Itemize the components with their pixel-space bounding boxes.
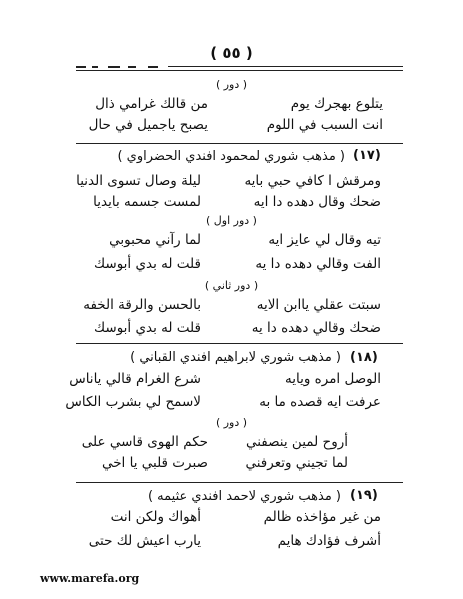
verse-left: ضحك وقال دهده دا ايه: [253, 194, 381, 210]
top-rule-line: [168, 66, 403, 67]
verse-right: لمست جسمه بايديا: [93, 194, 201, 210]
verse-left: ضحك وقالي دهده دا يه: [251, 320, 381, 336]
section-divider: [76, 343, 403, 344]
verse-left: يتلوع بهجرك يوم: [290, 96, 383, 112]
page-number: ( ٥٥ ): [210, 44, 253, 62]
verse-right: قلت له بدي أبوسك: [94, 256, 201, 272]
poem-header: ( مذهب شوري لمحمود افندي الحضراوي ): [117, 149, 345, 164]
verse-left: لما تجيني وتعرفني: [245, 455, 348, 471]
poem-number: (١٩): [350, 488, 378, 503]
poem-header: ( مذهب شوري لاحمد افندي عثيمه ): [147, 489, 341, 504]
section-divider: [76, 143, 403, 144]
section-label: ( دور ): [215, 416, 248, 429]
verse-right: يارب اعيش لك حتى: [88, 533, 201, 549]
top-rule-line-lower: [76, 70, 403, 71]
section-label: ( دور ثاني ): [204, 279, 259, 292]
verse-right: حكم الهوى قاسي على: [81, 434, 208, 450]
verse-right: ليلة وصال تسوى الدنيا: [76, 173, 201, 189]
verse-right: قلت له بدي أبوسك: [94, 320, 201, 336]
verse-left: عرفت ايه قصده ما به: [259, 394, 381, 410]
top-rule-dash: [92, 66, 98, 68]
top-rule-dash: [108, 66, 120, 68]
verse-right: بالحسن والرقة الخفه: [83, 297, 201, 313]
verse-left: سبتت عقلي ياابن الايه: [256, 297, 381, 313]
section-divider: [76, 482, 403, 483]
footer-url: www.marefa.org: [40, 572, 140, 585]
top-rule-dash: [128, 66, 136, 68]
verse-left: من غير مؤاخذه ظالم: [263, 509, 381, 525]
top-rule-dash: [148, 66, 158, 68]
verse-left: انت السبب في اللوم: [266, 117, 383, 133]
verse-left: تيه وقال لي عايز ايه: [268, 232, 381, 248]
section-label: ( دور ): [215, 78, 248, 91]
verse-left: الفت وقالي دهده دا يه: [255, 256, 381, 272]
poem-header: ( مذهب شوري لابراهيم افندي القباني ): [130, 350, 341, 365]
verse-left: أروح لمين ينصفني: [245, 434, 348, 450]
verse-left: ومرقش ا كافي حبي بايه: [244, 173, 381, 189]
top-rule-dash: [76, 66, 86, 68]
poem-number: (١٨): [350, 350, 378, 365]
verse-right: صبرت قلبي يا اخي: [101, 455, 208, 471]
verse-right: لاسمح لي بشرب الكاس: [65, 394, 201, 410]
verse-right: لما رآني محبوبي: [109, 232, 201, 248]
poem-number: (١٧): [353, 148, 381, 163]
verse-right: أهواك ولكن انت: [110, 509, 201, 525]
verse-right: من قالك غرامي ذال: [95, 96, 208, 112]
verse-right: يصبح ياجميل في حال: [88, 117, 208, 133]
verse-left: الوصل امره ويايه: [285, 371, 381, 387]
verse-left: أشرف فؤادك هايم: [277, 533, 381, 549]
section-label: ( دور اول ): [206, 214, 257, 227]
verse-right: شرع الغرام قالي ياناس: [69, 371, 201, 387]
